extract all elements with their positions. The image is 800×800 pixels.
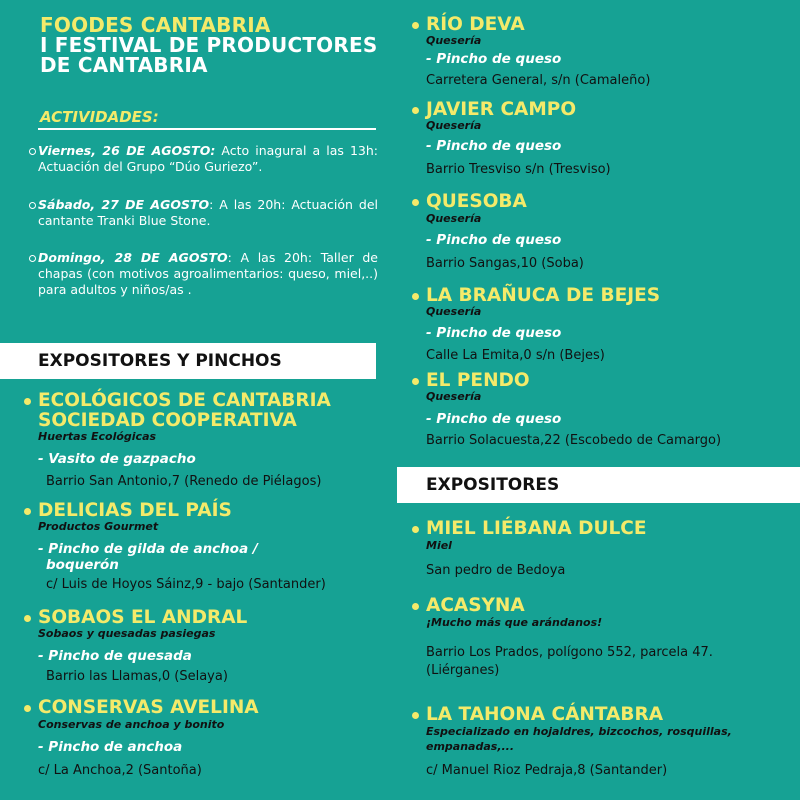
exhibitor-name: ECOLÓGICOS DE CANTABRIA	[38, 390, 331, 411]
yellow-bullet-icon	[412, 293, 419, 300]
actividad-date: Domingo, 28 DE AGOSTO	[38, 250, 228, 265]
expositores-title: EXPOSITORES	[426, 475, 560, 495]
queseria-category: Quesería	[426, 305, 482, 318]
actividad-date: Sábado, 27 DE AGOSTO	[38, 197, 210, 212]
queseria-address: Barrio Sangas,10 (Soba)	[426, 256, 584, 271]
exhibitor-category: Sobaos y quesadas pasiegas	[38, 627, 216, 640]
expositor-address-line2: (Liérganes)	[426, 663, 500, 678]
actividad-sabado	[38, 197, 378, 229]
exhibitor-category: Productos Gourmet	[38, 520, 159, 533]
actividad-domingo	[38, 250, 378, 298]
expositores-pinchos-band	[0, 343, 376, 379]
exhibitor-pincho: - Pincho de anchoa	[38, 739, 183, 755]
queseria-address: Barrio Tresviso s/n (Tresviso)	[426, 162, 611, 177]
queseria-pincho: - Pincho de queso	[426, 411, 562, 427]
yellow-bullet-icon	[412, 199, 419, 206]
expositores-pinchos-title: EXPOSITORES Y PINCHOS	[38, 351, 282, 371]
actividad-date: Viernes, 26 DE AGOSTO:	[38, 143, 216, 158]
exhibitor-address: c/ La Anchoa,2 (Santoña)	[38, 763, 202, 778]
queseria-name: JAVIER CAMPO	[426, 99, 577, 120]
festival-subtitle-2: DE CANTABRIA	[40, 53, 208, 77]
exhibitor-pincho-line2: boquerón	[46, 557, 119, 573]
queseria-address: Calle La Emita,0 s/n (Bejes)	[426, 348, 605, 363]
queseria-address: Barrio Solacuesta,22 (Escobedo de Camargo)	[426, 433, 722, 448]
actividad-viernes	[38, 143, 378, 175]
expositor-category-line2: empanadas,...	[426, 740, 515, 753]
expositor-address: c/ Manuel Rioz Pedraja,8 (Santander)	[426, 763, 668, 778]
yellow-bullet-icon	[412, 526, 419, 533]
yellow-bullet-icon	[24, 615, 31, 622]
queseria-pincho: - Pincho de queso	[426, 51, 562, 67]
queseria-name: RÍO DEVA	[426, 14, 525, 35]
expositor-name: MIEL LIÉBANA DULCE	[426, 518, 647, 539]
exhibitor-pincho: - Pincho de quesada	[38, 648, 192, 664]
festival-subtitle-1: I FESTIVAL DE PRODUCTORES	[40, 33, 378, 57]
exhibitor-address: Barrio las Llamas,0 (Selaya)	[46, 669, 228, 684]
expositor-category: ¡Mucho más que arándanos!	[426, 616, 603, 629]
expositor-category: Especializado en hojaldres, bizcochos, rosquillas,	[426, 725, 732, 738]
exhibitor-name: SOBAOS EL ANDRAL	[38, 607, 248, 628]
yellow-bullet-icon	[412, 22, 419, 29]
queseria-category: Quesería	[426, 119, 482, 132]
bullet-icon	[29, 148, 36, 155]
bullet-icon	[29, 202, 36, 209]
exhibitor-name: CONSERVAS AVELINA	[38, 697, 259, 718]
expositores-band	[397, 467, 800, 503]
exhibitor-pincho: - Vasito de gazpacho	[38, 451, 196, 467]
expositor-address: San pedro de Bedoya	[426, 563, 566, 578]
expositor-name: LA TAHONA CÁNTABRA	[426, 704, 664, 725]
actividades-divider	[38, 128, 376, 130]
queseria-name: EL PENDO	[426, 370, 530, 391]
queseria-category: Quesería	[426, 390, 482, 403]
queseria-name: QUESOBA	[426, 191, 527, 212]
queseria-pincho: - Pincho de queso	[426, 325, 562, 341]
bullet-icon	[29, 255, 36, 262]
actividad-text: : A las 20h: Taller de chapas (con motivos agroalimentarios: queso, miel,..) para adultos y niños/as .	[38, 250, 378, 297]
festival-title: FOODES CANTABRIA	[40, 13, 271, 37]
expositor-name: ACASYNA	[426, 595, 525, 616]
exhibitor-category: Huertas Ecológicas	[38, 430, 157, 443]
yellow-bullet-icon	[412, 712, 419, 719]
expositor-address: Barrio Los Prados, polígono 552, parcela 47.	[426, 645, 713, 660]
queseria-category: Quesería	[426, 34, 482, 47]
yellow-bullet-icon	[24, 705, 31, 712]
actividades-title: ACTIVIDADES:	[40, 108, 159, 126]
yellow-bullet-icon	[24, 508, 31, 515]
yellow-bullet-icon	[412, 107, 419, 114]
actividad-text: Acto inagural a las 13h: Actuación del Grupo “Dúo Guriezo”.	[38, 143, 378, 174]
queseria-pincho: - Pincho de queso	[426, 232, 562, 248]
expositor-category: Miel	[426, 539, 452, 552]
exhibitor-address: c/ Luis de Hoyos Sáinz,9 - bajo (Santander)	[46, 577, 326, 592]
exhibitor-pincho: - Pincho de gilda de anchoa /	[38, 541, 258, 557]
queseria-address: Carretera General, s/n (Camaleño)	[426, 73, 651, 88]
exhibitor-name-line2: SOCIEDAD COOPERATIVA	[38, 410, 297, 431]
exhibitor-category: Conservas de anchoa y bonito	[38, 718, 225, 731]
queseria-category: Quesería	[426, 212, 482, 225]
yellow-bullet-icon	[24, 398, 31, 405]
exhibitor-address: Barrio San Antonio,7 (Renedo de Piélagos)	[46, 474, 322, 489]
queseria-pincho: - Pincho de queso	[426, 138, 562, 154]
actividad-text: : A las 20h: Actuación del cantante Tranki Blue Stone.	[38, 197, 378, 228]
yellow-bullet-icon	[412, 378, 419, 385]
exhibitor-name: DELICIAS DEL PAÍS	[38, 500, 232, 521]
queseria-name: LA BRAÑUCA DE BEJES	[426, 285, 661, 306]
yellow-bullet-icon	[412, 603, 419, 610]
